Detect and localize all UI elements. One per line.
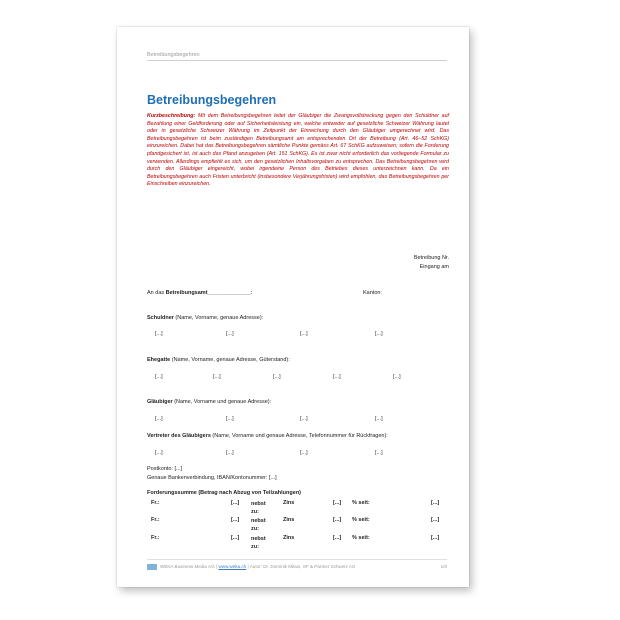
schuldner-slot[interactable]: [...] (300, 331, 308, 337)
description-text: Mit dem Betreibungsbegehren leitet der Gläubiger die Zwangsvollstreckung gegen den Schuldner auf Bezahlung einer Geldforderung oder auf Sicherheitsleistung ein, welche entweder auf gesetzliche Schweizer Währung lautet oder in gesetzliche Schweizer Währung im Zeitpunkt der Einreichung durch den Gläubiger umgerechnet wird. Das Betreibungsbegehren ist beim zuständigen Betreibungsamt am entsprechenden Ort der Betreibung (Art. 46–52 SchKG) einzureichen. Dabei hat das Betreibungsbegehren sämtliche Punkte gemäss Art. 67 SchKG aufzuweisen; sofern die Forderung pfandgesichert ist, ist auch das Pfand anzugeben (Art. 151 SchKG). Es ist zwar nicht erforderlich das vorliegende Formular zu verwenden. Allerdings empfiehlt es sich, um den gesetzlichen Inhaltsvorgaben zu entsprechen. Das Betreibungsbegehren wird durch den Gläubiger eingereicht, wobei irgendeine Person des Betriebes dieses unterzeichnen kann. Da ein Betreibungsbegehren auch Fristen unterbricht (insbesondere Verjährungsfristen) wird empfohlen, das Betreibungsbegehren per Einschreiben einzureichen. (147, 113, 449, 188)
seit-label: % seit: (352, 517, 370, 523)
forderung-row (151, 535, 451, 551)
address-prefix: An das (147, 290, 166, 296)
fr-label: Fr.: (151, 500, 160, 506)
amount-slot[interactable]: [...] (231, 535, 240, 541)
footer-author: | Autor: Dr. Dominik Milani, SF & Partner Schweiz AG (246, 564, 356, 570)
date-slot[interactable]: [...] (431, 500, 440, 506)
vertreter-slot[interactable]: [...] (226, 450, 234, 456)
date-slot[interactable]: [...] (431, 535, 440, 541)
nebst-label: nebst zu: (251, 518, 266, 532)
glaeubiger-slot[interactable]: [...] (226, 416, 234, 422)
nebst-label: nebst zu: (251, 501, 266, 515)
glaeubiger-heading (147, 399, 271, 405)
short-description (147, 113, 449, 189)
document-page (117, 27, 469, 587)
running-header: Betreibungsbegehren (147, 52, 447, 61)
schuldner-label: Schuldner (147, 315, 174, 321)
forderung-heading: Forderungssumme (Betrag nach Abzug von Teilzahlungen) (147, 490, 302, 496)
glaeubiger-label: Gläubiger (147, 399, 173, 405)
rate-slot[interactable]: [...] (333, 535, 342, 541)
ehegatte-slot[interactable]: [...] (333, 374, 341, 380)
vertreter-slot[interactable]: [...] (155, 450, 163, 456)
ehegatte-slot[interactable]: [...] (155, 374, 163, 380)
ehegatte-slot[interactable]: [...] (273, 374, 281, 380)
schuldner-slot[interactable]: [...] (375, 331, 383, 337)
ehegatte-label: Ehegatte (147, 357, 171, 363)
zins-label: Zins (283, 535, 295, 541)
amount-slot[interactable]: [...] (231, 500, 240, 506)
glaeubiger-slot[interactable]: [...] (375, 416, 383, 422)
description-label: Kurzbeschreibung: (147, 113, 196, 119)
schuldner-slot[interactable]: [...] (226, 331, 234, 337)
canton-label: Kanton: (363, 290, 382, 296)
ehegatte-heading (147, 357, 290, 363)
seit-label: % seit: (352, 535, 370, 541)
seit-label: % seit: (352, 500, 370, 506)
forderung-row (151, 517, 451, 533)
ehegatte-slot[interactable]: [...] (213, 374, 221, 380)
address-blank: ______________: (207, 290, 253, 296)
glaeubiger-hint: (Name, Vorname und genaue Adresse): (172, 399, 272, 405)
footer-link[interactable]: www.weka.ch (218, 564, 247, 570)
reference-received-label: Eingang am (419, 264, 449, 270)
vertreter-slot[interactable]: [...] (375, 450, 383, 456)
fr-label: Fr.: (151, 517, 160, 523)
fr-label: Fr.: (151, 535, 160, 541)
footer-company: WEKA Business Media AG | (160, 564, 219, 570)
page-title: Betreibungsbegehren (147, 93, 277, 107)
bank-line[interactable]: Genaue Bankenverbindung, IBAN/Kontonummer: [...] (147, 475, 277, 481)
glaeubiger-slot[interactable]: [...] (300, 416, 308, 422)
rate-slot[interactable]: [...] (333, 500, 342, 506)
zins-label: Zins (283, 500, 295, 506)
vertreter-label: Vertreter des Gläubigers (147, 433, 211, 439)
reference-number-label: Betreibung Nr. (413, 255, 449, 261)
vertreter-heading (147, 433, 388, 439)
ehegatte-hint: (Name, Vorname, genaue Adresse, Güterstand): (170, 357, 290, 363)
nebst-label: nebst zu: (251, 536, 266, 550)
postkonto-line[interactable]: Postkonto: [...] (147, 466, 183, 472)
date-slot[interactable]: [...] (431, 517, 440, 523)
rate-slot[interactable]: [...] (333, 517, 342, 523)
address-office: Betreibungsamt (165, 290, 208, 296)
schuldner-hint: (Name, Vorname, genaue Adresse): (173, 315, 264, 321)
vertreter-hint: (Name, Vorname und genaue Adresse, Telefonnummer für Rückfragen): (210, 433, 388, 439)
vertreter-slot[interactable]: [...] (300, 450, 308, 456)
address-line (147, 290, 252, 296)
ehegatte-slot[interactable]: [...] (393, 374, 401, 380)
page-footer (147, 559, 447, 570)
weka-logo-icon (147, 564, 157, 570)
page-number: 1/6 (440, 564, 447, 569)
schuldner-heading (147, 315, 263, 321)
glaeubiger-slot[interactable]: [...] (155, 416, 163, 422)
zins-label: Zins (283, 517, 295, 523)
amount-slot[interactable]: [...] (231, 517, 240, 523)
forderung-row (151, 500, 451, 516)
schuldner-slot[interactable]: [...] (155, 331, 163, 337)
